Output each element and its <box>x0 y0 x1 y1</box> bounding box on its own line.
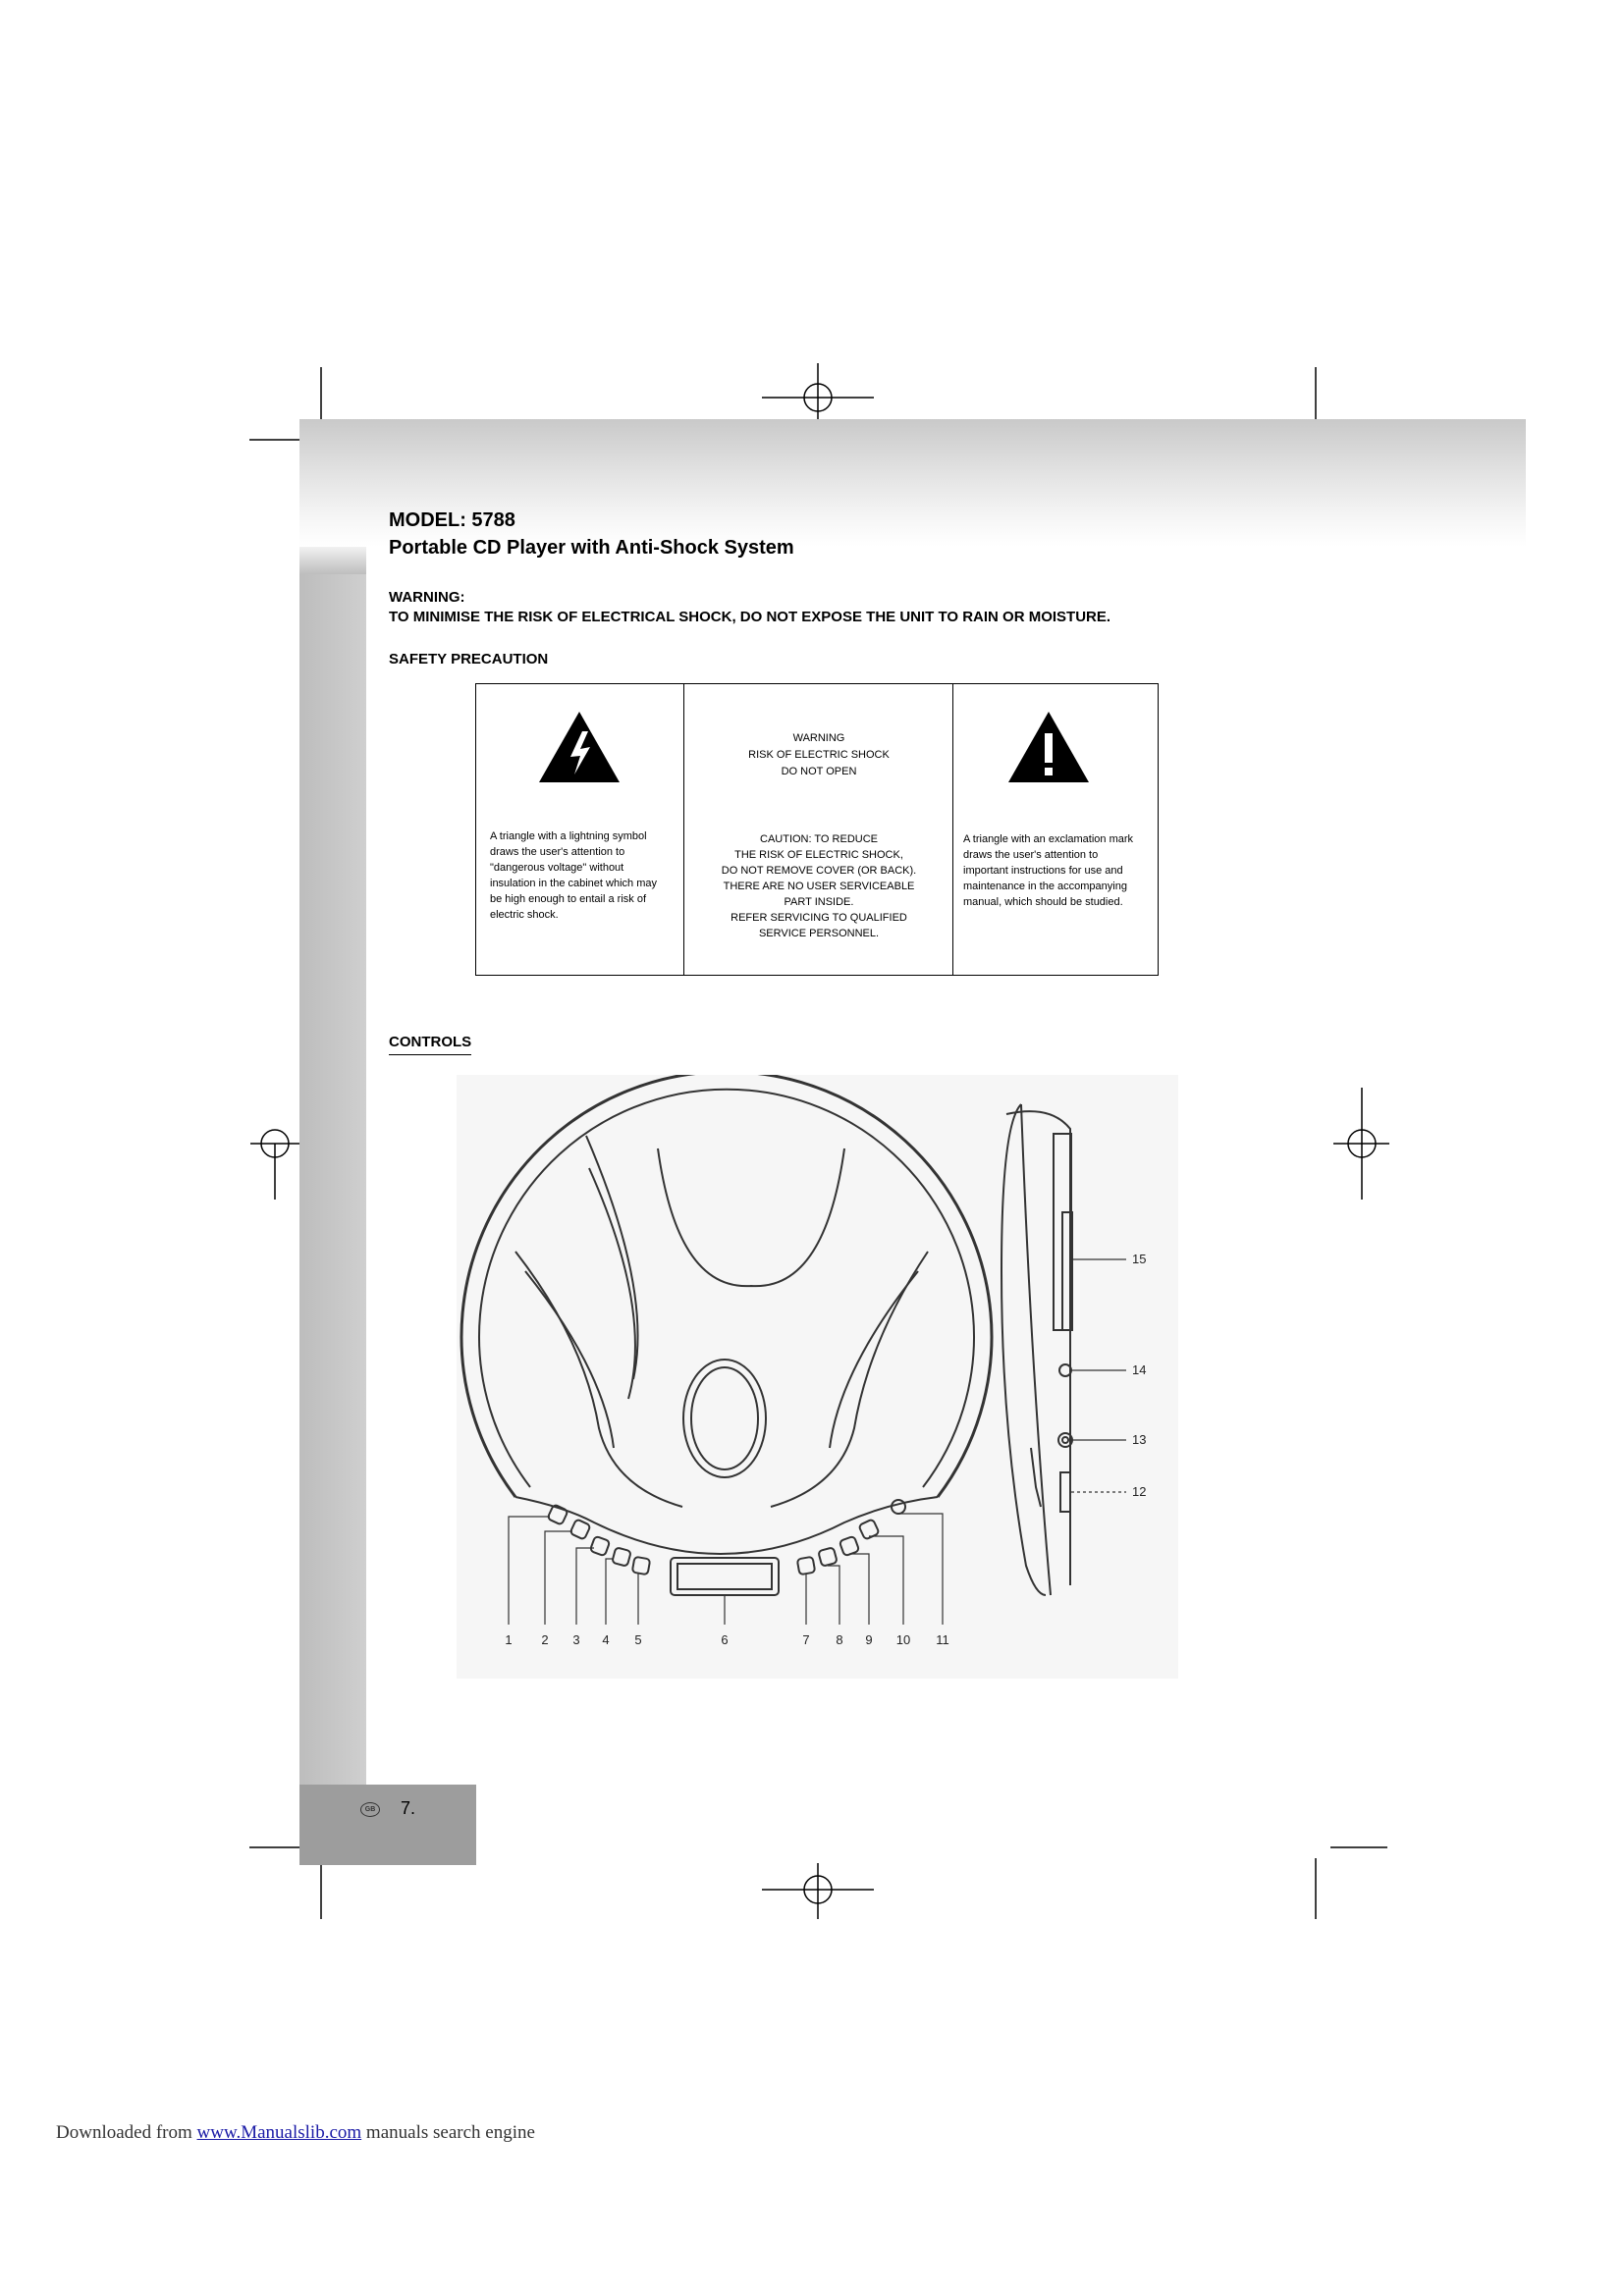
callout-8: 8 <box>836 1632 843 1647</box>
callout-7: 7 <box>802 1632 810 1647</box>
callout-5: 5 <box>634 1632 642 1647</box>
callout-4: 4 <box>602 1632 610 1647</box>
exclamation-triangle-icon <box>1006 710 1091 784</box>
callout-12: 12 <box>1132 1484 1147 1499</box>
lightning-description: A triangle with a lightning symbol draws the user's attention to "dangerous voltage" without insulation in the cabinet which may be high enough to entail a risk of electric shock. <box>490 830 657 921</box>
download-prefix: Downloaded from <box>56 2122 197 2143</box>
manualslib-link[interactable]: www.Manualslib.com <box>196 2122 362 2143</box>
safety-table <box>475 683 1159 976</box>
safety-cell-warning <box>684 684 953 975</box>
callout-10: 10 <box>895 1632 911 1647</box>
callout-15: 15 <box>1132 1252 1147 1266</box>
safety-cell-exclamation <box>953 684 1158 975</box>
callout-14: 14 <box>1132 1362 1147 1377</box>
page-title: Portable CD Player with Anti-Shock System <box>389 537 794 559</box>
caution-text: CAUTION: TO REDUCE THE RISK OF ELECTRIC SHOCK, DO NOT REMOVE COVER (OR BACK). THERE ARE NO USER SERVICEABLE PART INSIDE. REFER SERVICING TO QUALIFIED SERVICE PERSONNEL. <box>721 833 917 939</box>
download-suffix: manuals search engine <box>361 2122 535 2143</box>
exclamation-description: A triangle with an exclamation mark draws the user's attention to important instructions for use and maintenance in the accompanying manual, which should be studied. <box>963 833 1134 908</box>
warning-heading: WARNING: <box>389 589 465 606</box>
side-band <box>299 574 366 1865</box>
lightning-triangle-icon <box>537 710 622 784</box>
safety-cell-lightning <box>476 684 684 975</box>
warning-label-top: WARNING RISK OF ELECTRIC SHOCK DO NOT OPEN <box>748 732 890 777</box>
warning-text: TO MINIMISE THE RISK OF ELECTRICAL SHOCK, DO NOT EXPOSE THE UNIT TO RAIN OR MOISTURE. <box>389 609 1111 625</box>
callout-11: 11 <box>936 1632 949 1647</box>
callout-13: 13 <box>1132 1432 1147 1447</box>
page-number: 7. <box>401 1798 416 1818</box>
callout-9: 9 <box>865 1632 873 1647</box>
side-band-top <box>299 547 366 574</box>
callout-2: 2 <box>541 1632 549 1647</box>
controls-heading: CONTROLS <box>389 1034 471 1055</box>
callout-6: 6 <box>721 1632 729 1647</box>
language-badge: GB <box>360 1802 380 1817</box>
download-footer <box>56 2122 535 2144</box>
cd-player-front-diagram <box>457 1075 1178 1679</box>
callout-1: 1 <box>505 1632 513 1647</box>
model-heading: MODEL: 5788 <box>389 509 515 531</box>
callout-3: 3 <box>572 1632 580 1647</box>
footer-block <box>299 1785 476 1865</box>
safety-heading: SAFETY PRECAUTION <box>389 651 549 667</box>
